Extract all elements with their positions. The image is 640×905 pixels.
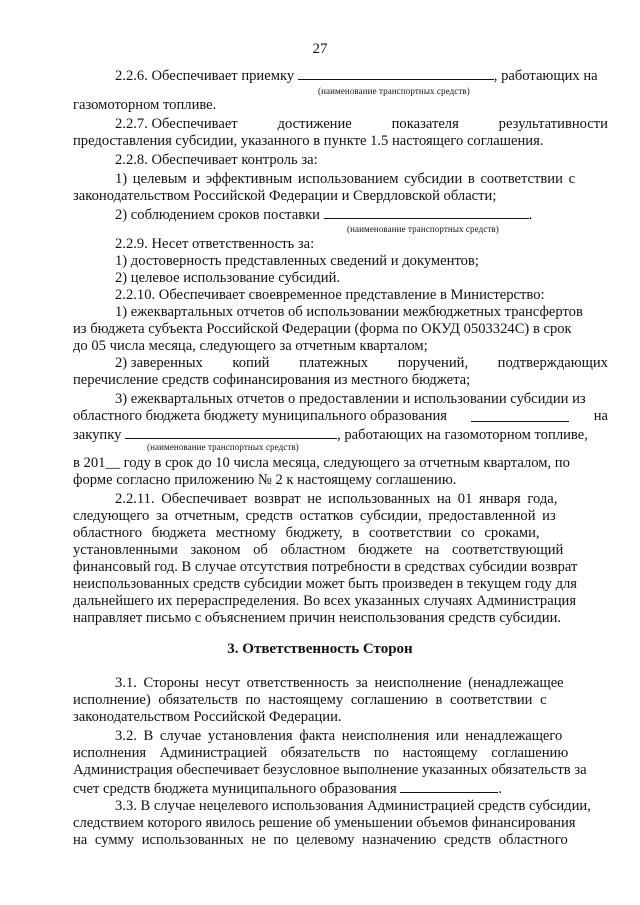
- s2211-l3: областного бюджета местному бюджету, в соответствии со сроками,: [73, 525, 540, 541]
- s2210-i2-w1: 2) заверенных: [115, 355, 203, 371]
- s228-title: 2.2.8. Обеспечивает контроль за:: [115, 152, 318, 168]
- p32-l2: исполнения Администрацией обязательств по настоящему соглашению: [73, 745, 569, 761]
- s227-line1: [115, 116, 608, 132]
- s2210-i1-l1: 1) ежеквартальных отчетов об использовании межбюджетных трансфертов: [115, 304, 583, 320]
- page-number: 27: [312, 41, 328, 57]
- s2210-i1-l3: до 05 числа месяца, следующего за отчетным кварталом;: [73, 338, 428, 354]
- p31-l3: законодательством Российской Федерации.: [73, 709, 342, 725]
- purchase-vehicle-blank: [125, 425, 337, 439]
- s229-title: 2.2.9. Несет ответственность за:: [115, 236, 315, 252]
- s226-line: [115, 66, 598, 84]
- s229-i1: 1) достоверность представленных сведений и документов;: [115, 253, 479, 269]
- delivery-vehicle-blank: [324, 205, 529, 219]
- s2211-l4: установленными законом об областном бюджете на соответствующий: [73, 542, 564, 558]
- s226-caption: (наименование транспортных средств): [318, 86, 470, 96]
- s2211-l8: направляет письмо с объяснением причин неиспользования средств субсидии.: [73, 610, 562, 626]
- s2210-caption: (наименование транспортных средств): [147, 442, 299, 452]
- s228-caption: (наименование транспортных средств): [347, 224, 499, 234]
- p32-l4-post: .: [498, 781, 503, 797]
- s2210-i2-w2: копий: [232, 355, 270, 371]
- s2211-l5: финансовый год. В случае отсутствия потребности в средствах субсидии возврат: [73, 559, 578, 575]
- s2210-i2-w3: платежных: [299, 355, 369, 371]
- p32-l3: Администрация обеспечивает безусловное выполнение указанных обязательств за: [73, 762, 587, 778]
- s228-i2-line: [115, 205, 532, 223]
- s2210-i3-l3-post: , работающих на газомоторном топливе,: [337, 427, 588, 443]
- s2210-i3-l2: [73, 408, 608, 424]
- p31-l1: 3.1. Стороны несут ответственность за неисполнение (ненадлежащее: [115, 675, 564, 691]
- s2211-l2: следующего за отчетным, средств остатков субсидии, предоставленной из: [73, 508, 556, 524]
- p33-l2: следствием которого явилось решение об уменьшении объемов финансирования: [73, 815, 576, 831]
- s2211-l1: 2.2.11. Обеспечивает возврат не использованных на 01 января года,: [115, 491, 558, 507]
- s226-cont: газомоторном топливе.: [73, 97, 217, 113]
- s2210-i3-l1: 3) ежеквартальных отчетов о предоставлении и использовании субсидии из: [115, 391, 586, 407]
- s227-line2: предоставления субсидии, указанного в пункте 1.5 настоящего соглашения.: [73, 133, 544, 149]
- p33-l3: на сумму использованных не по целевому назначению средств областного: [73, 832, 568, 848]
- s227-w1: 2.2.7. Обеспечивает: [115, 116, 238, 132]
- s2210-i3-l4: в 201__ году в срок до 10 числа месяца, следующего за отчетным кварталом, по: [73, 455, 570, 471]
- s228-i1-l2: законодательством Российской Федерации и Свердловской области;: [73, 188, 497, 204]
- s2210-title: 2.2.10. Обеспечивает своевременное представление в Министерство:: [115, 287, 545, 303]
- s2210-i3-l2-post: на: [593, 408, 608, 424]
- municipality-blank: [471, 408, 569, 422]
- s227-w2: достижение: [277, 116, 352, 132]
- s226-pre: 2.2.6. Обеспечивает приемку: [115, 68, 295, 84]
- budget-blank: [400, 779, 498, 793]
- s227-w4: результативности: [498, 116, 608, 132]
- s2210-i3-l2-pre: областного бюджета бюджету муниципального образования: [73, 408, 447, 424]
- s228-i2-pre: 2) соблюдением сроков поставки: [115, 207, 320, 223]
- s2210-i2-w5: подтверждающих: [497, 355, 608, 371]
- s229-i2: 2) целевое использование субсидий.: [115, 270, 341, 286]
- p32-l4: [73, 779, 502, 797]
- p33-l1: 3.3. В случае нецелевого использования Администрацией средств субсидии,: [115, 798, 591, 814]
- s228-i1-l1: 1) целевым и эффективным использованием субсидии в соответствии с: [115, 171, 576, 187]
- s227-w3: показателя: [391, 116, 459, 132]
- s2211-l6: неиспользованных средств субсидии может быть произведен в текущем году для: [73, 576, 577, 592]
- s2210-i2-w4: поручений,: [397, 355, 469, 371]
- s2210-i3-l5: форме согласно приложению № 2 к настоящему соглашению.: [73, 472, 457, 488]
- s2210-i2-line1: [115, 355, 608, 371]
- s2211-l7: дальнейшего их перераспределения. Во всех указанных случаях Администрация: [73, 593, 577, 609]
- vehicle-name-blank: [298, 66, 494, 80]
- s2210-i3-l3: [73, 425, 588, 443]
- s2210-i3-l3-pre: закупку: [73, 427, 122, 443]
- p32-l4-pre: счет средств бюджета муниципального образования: [73, 781, 397, 797]
- section3-heading: 3. Ответственность Сторон: [227, 641, 413, 657]
- s2210-i1-l2: из бюджета субъекта Российской Федерации (форма по ОКУД 0503324С) в срок: [73, 321, 572, 337]
- p31-l2: исполнение) обязательств по настоящему соглашению в соответствии с: [73, 692, 547, 708]
- p32-l1: 3.2. В случае установления факта неисполнения или ненадлежащего: [115, 728, 563, 744]
- s228-i2-post: .: [528, 207, 533, 223]
- s2210-i2-l2: перечисление средств софинансирования из местного бюджета;: [73, 372, 471, 388]
- s226-post: , работающих на: [493, 68, 598, 84]
